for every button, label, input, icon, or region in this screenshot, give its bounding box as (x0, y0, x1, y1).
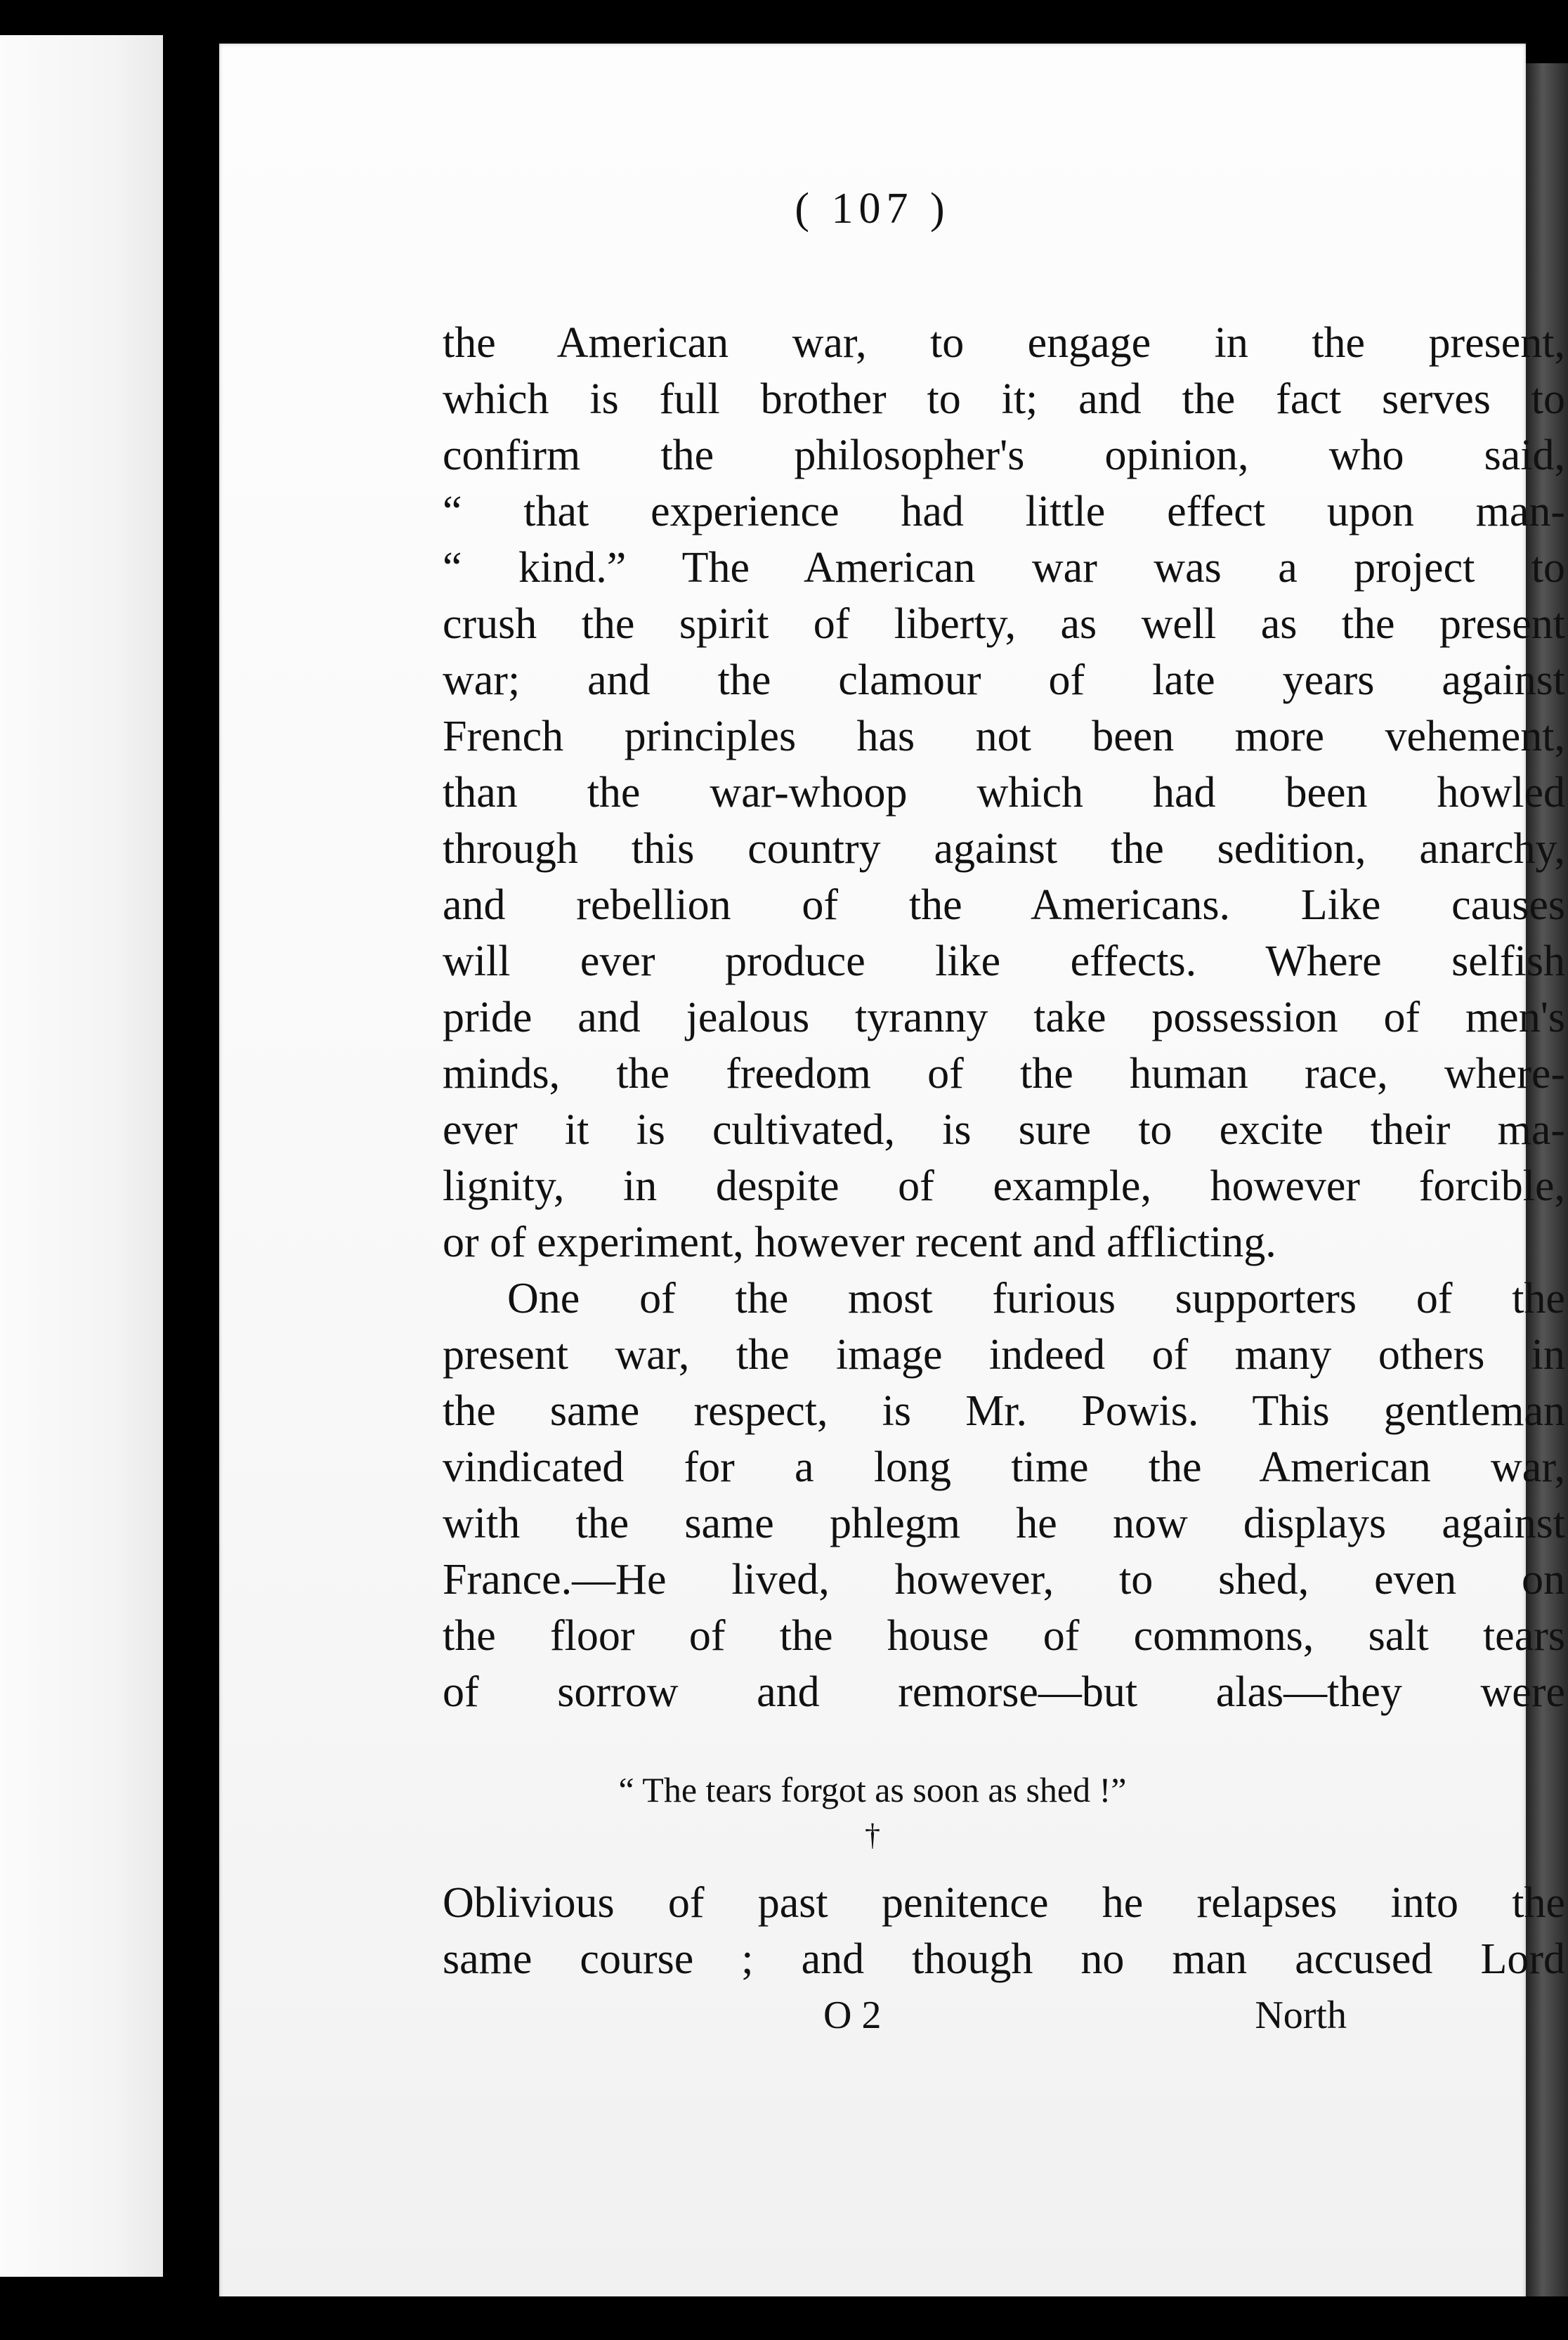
text-line: Oblivious of past penitence he relapses into the (443, 1879, 1565, 1927)
text-line: “ kind.” The American war was a project to (443, 544, 1565, 592)
facing-page (0, 35, 163, 2277)
text-line: France.—He lived, however, to shed, even on (443, 1556, 1565, 1604)
text-line: will ever produce like effects. Where selfish (443, 937, 1565, 985)
footnote-quote: “ The tears forgot as soon as shed !” (618, 1770, 1127, 1809)
scan-bottom-margin (176, 2296, 1568, 2339)
signature-mark: O 2 (823, 1994, 882, 2037)
text-line: the floor of the house of commons, salt tears (443, 1612, 1565, 1660)
text-line: ever it is cultivated, is sure to excite their ma- (443, 1106, 1565, 1154)
text-line: which is full brother to it; and the fact serves to (443, 375, 1565, 423)
text-line: crush the spirit of liberty, as well as the present (443, 600, 1565, 648)
binding-gutter (163, 28, 225, 2340)
text-line: present war, the image indeed of many others in (443, 1331, 1565, 1379)
text-line: the American war, to engage in the present, (443, 319, 1565, 367)
text-line: the same respect, is Mr. Powis. This gentleman (443, 1387, 1565, 1435)
text-line: with the same phlegm he now displays against (443, 1500, 1565, 1547)
text-line: vindicated for a long time the American war, (443, 1443, 1565, 1491)
text-line: confirm the philosopher's opinion, who said, (443, 431, 1565, 479)
text-line: minds, the freedom of the human race, where- (443, 1050, 1565, 1098)
text-line: war; and the clamour of late years against (443, 656, 1565, 704)
text-line: French principles has not been more vehement, (443, 713, 1565, 760)
text-line: through this country against the sedition, anarchy, (443, 825, 1565, 873)
text-line: same course ; and though no man accused Lord (443, 1935, 1565, 1983)
text-line: than the war-whoop which had been howled (443, 769, 1565, 817)
text-line: lignity, in despite of example, however forcible, (443, 1162, 1565, 1210)
text-line: One of the most furious supporters of the (507, 1275, 1565, 1322)
text-line: “ that experience had little effect upon man- (443, 488, 1565, 535)
page-text (219, 44, 1565, 2299)
page-number: ( 107 ) (795, 185, 950, 233)
text-line: or of experiment, however recent and afflicting. (443, 1218, 1276, 1266)
text-line: pride and jealous tyranny take possession of men's (443, 994, 1565, 1041)
text-line: and rebellion of the Americans. Like causes (443, 881, 1565, 929)
text-line: of sorrow and remorse—but alas—they were (443, 1668, 1565, 1716)
dagger-mark: † (865, 1818, 880, 1852)
catchword: North (1255, 1994, 1347, 2037)
